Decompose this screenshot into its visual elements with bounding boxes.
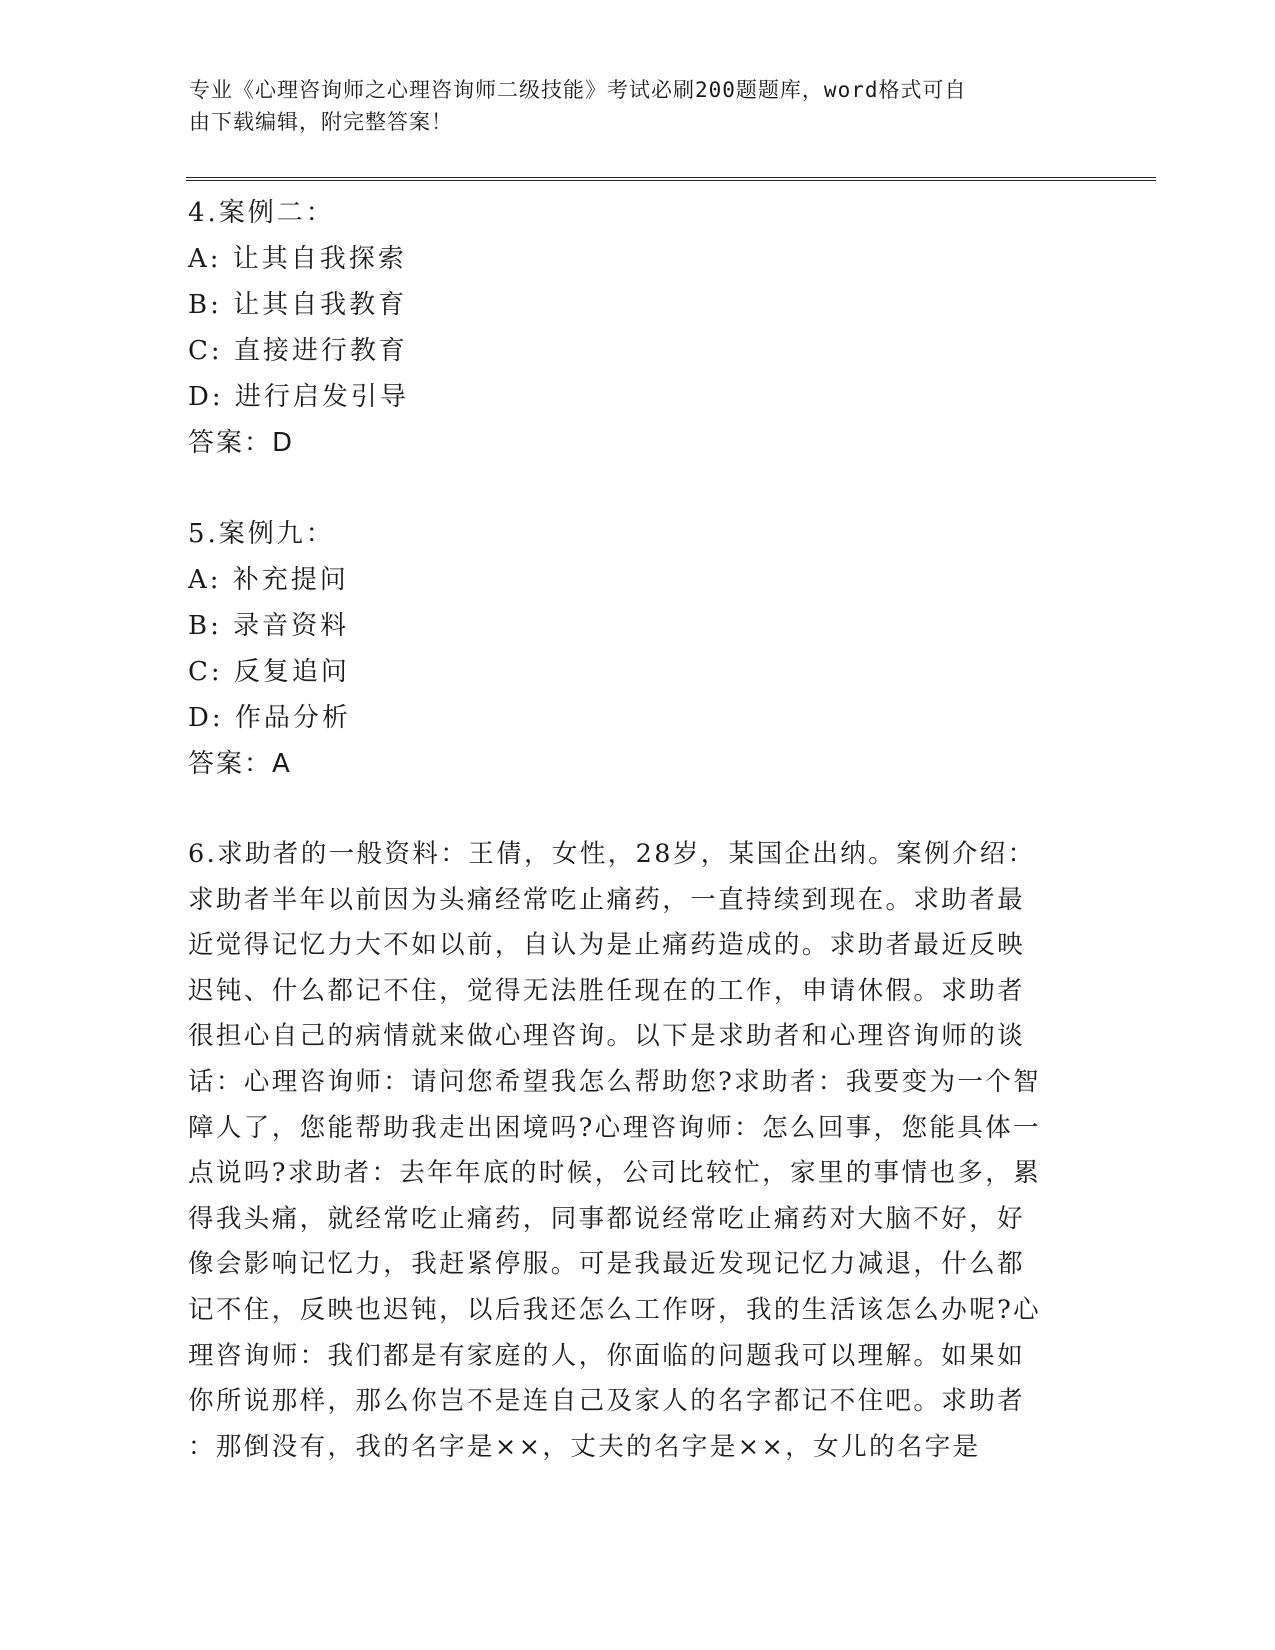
paragraph-line: 得我头痛，就经常吃止痛药，同事都说经常吃止痛药对大脑不好，好 [188, 1203, 1026, 1234]
header-divider [186, 177, 1156, 181]
question-5 [188, 511, 1093, 787]
paragraph-line: 你所说那样，那么你岂不是连自己及家人的名字都记不住吧。求助者 [188, 1386, 1026, 1417]
paragraph-line: 很担心自己的病情就来做心理咨询。以下是求助者和心理咨询师的谈 [188, 1021, 1026, 1052]
document-body [188, 190, 1093, 1470]
answer: 答案：A [188, 749, 292, 779]
paragraph-line: 话：心理咨询师：请问您希望我怎么帮助您?求助者：我要变为一个智 [188, 1066, 1042, 1097]
paragraph-line: 像会影响记忆力，我赶紧停服。可是我最近发现记忆力减退，什么都 [188, 1249, 1026, 1280]
page-header [189, 74, 1069, 138]
paragraph-line: 障人了，您能帮助我走出困境吗?心理咨询师：怎么回事，您能具体一 [188, 1112, 1042, 1143]
paragraph-line: 6.求助者的一般资料：王倩，女性，28岁，某国企出纳。案例介绍： [188, 839, 1036, 869]
header-line-2: 由下载编辑，附完整答案！ [189, 110, 453, 134]
question-stem: 4.案例二： [188, 198, 335, 228]
paragraph-line: ：那倒没有，我的名字是××，丈夫的名字是××，女儿的名字是 [188, 1431, 981, 1462]
option-d: D: 进行启发引导 [188, 382, 409, 412]
spacer [188, 787, 1093, 832]
option-c: C: 反复追问 [188, 657, 350, 687]
paragraph-line: 理咨询师：我们都是有家庭的人，你面临的问题我可以理解。如果如 [188, 1340, 1026, 1371]
paragraph-line: 点说吗?求助者：去年年底的时候，公司比较忙，家里的事情也多，累 [188, 1158, 1042, 1189]
header-line-1: 专业《心理咨询师之心理咨询师二级技能》考试必刷200题题库，word格式可自 [189, 78, 967, 102]
answer: 答案：D [188, 428, 295, 458]
option-b: B: 录音资料 [188, 611, 350, 641]
spacer [188, 466, 1093, 511]
option-a: A: 补充提问 [188, 565, 349, 595]
question-6 [188, 832, 1068, 1470]
option-a: A: 让其自我探索 [188, 244, 407, 274]
paragraph-line: 记不住，反映也迟钝，以后我还怎么工作呀，我的生活该怎么办呢?心 [188, 1294, 1042, 1325]
paragraph-line: 求助者半年以前因为头痛经常吃止痛药，一直持续到现在。求助者最 [188, 884, 1026, 915]
question-4 [188, 190, 1093, 466]
question-stem: 5.案例九： [188, 519, 335, 549]
paragraph-line: 迟钝、什么都记不住，觉得无法胜任现在的工作，申请休假。求助者 [188, 975, 1026, 1006]
option-b: B: 让其自我教育 [188, 290, 408, 320]
option-d: D: 作品分析 [188, 703, 351, 733]
paragraph-line: 近觉得记忆力大不如以前，自认为是止痛药造成的。求助者最近反映 [188, 930, 1026, 961]
option-c: C: 直接进行教育 [188, 336, 408, 366]
